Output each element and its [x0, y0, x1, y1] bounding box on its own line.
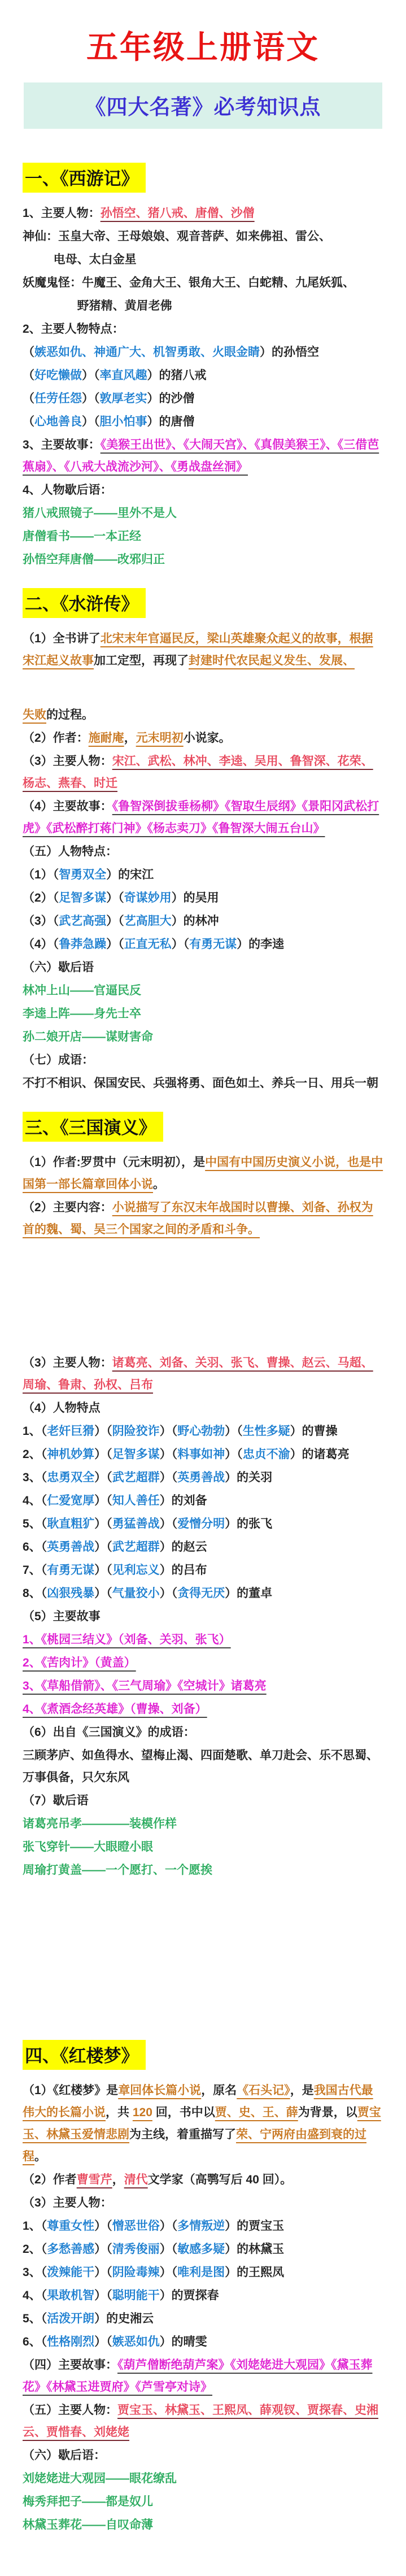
text-segment: 三顾茅庐、如鱼得水、望梅止渴、四面楚歌、单刀赴会、乐不思蜀、万事俱备，只欠东风 [23, 1749, 378, 1784]
text-segment: 5、（ [23, 1517, 47, 1530]
text-segment: 3、（ [23, 1471, 47, 1484]
text-segment: （2）作者 [23, 2173, 77, 2186]
text-segment: 7、（ [23, 1564, 47, 1577]
text-line [23, 2214, 383, 2238]
text-line [23, 1196, 383, 1241]
text-segment: （五）人物特点： [23, 845, 117, 858]
section-shuihuzhuan [23, 571, 383, 1095]
text-segment: 文学家（高鹗写后 40 回）。 [147, 2173, 293, 2186]
text-line [23, 1512, 383, 1535]
text-segment: ）（ [106, 938, 124, 951]
text-line [23, 1859, 383, 1882]
text-segment: 3、主要故事： [23, 438, 101, 451]
text-line [23, 317, 383, 341]
text-line [23, 2399, 383, 2444]
text-segment: （1）全书讲了 [23, 632, 101, 645]
text-line [23, 840, 383, 863]
text-segment: 《美猴王出世》、《大闹天宫》、《真假美猴王》、《三借芭蕉扇》、《八戒大战流沙河》、《勇战盘丝洞》 [23, 438, 379, 473]
text-segment: （ [23, 392, 34, 405]
text-segment: 耿直粗犷 [47, 1517, 95, 1530]
text-segment: 英勇善战 [47, 1541, 95, 1554]
text-segment: 《鲁智深倒拔垂杨柳》《智取生辰纲》《景阳冈武松打虎》《武松醉打蒋门神》《杨志卖刀》《鲁智深大闹五台山》 [23, 800, 379, 835]
text-segment: 《石头记》 [237, 2084, 290, 2097]
text-segment: 贪得无厌 [177, 1587, 225, 1600]
text-segment: （1）《红楼梦》是 [23, 2084, 119, 2097]
text-line [23, 1048, 383, 1072]
section-header: 四、《红楼梦》 [23, 2040, 146, 2070]
text-segment: 聪明能干 [112, 2289, 160, 2302]
section-sanguoyanyi [23, 1095, 383, 2023]
text-segment: （ [23, 369, 34, 382]
text-segment: 嫉恶如仇 [112, 2335, 160, 2348]
spacer [23, 1882, 383, 2023]
text-line [23, 627, 383, 672]
text-line [23, 1535, 383, 1559]
text-segment: 性格刚烈 [47, 2335, 95, 2348]
text-segment: 6、（ [23, 1541, 47, 1554]
text-line [23, 1698, 383, 1721]
text-segment: 任劳任怨 [34, 392, 82, 405]
text-segment: 3、《草船借箭》、《三气周瑜》《空城计》诸葛亮 [23, 1679, 267, 1692]
text-segment: ）（ [106, 915, 124, 928]
text-segment: ）（ [94, 1425, 112, 1438]
text-line [23, 1651, 383, 1674]
text-segment: ）（ [94, 1587, 112, 1600]
text-line [23, 933, 383, 956]
text-segment: 1、《桃园三结义》（刘备、关羽、张飞） [23, 1633, 231, 1646]
text-segment: 贾、史、王、薛 [215, 2106, 298, 2119]
text-segment: ）的宋江 [106, 868, 154, 881]
text-segment: 施耐庵 [88, 732, 124, 745]
section-header: 三、《三国演义》 [23, 1112, 163, 1142]
text-segment: ，是 [290, 2084, 314, 2097]
section-header: 二、《水浒传》 [23, 588, 146, 618]
text-segment: 失败 [23, 708, 46, 721]
text-line [23, 1605, 383, 1628]
text-segment: 勇猛善战 [112, 1517, 160, 1530]
text-segment: 4、《煮酒念经英雄》（曹操、刘备） [23, 1703, 207, 1716]
text-segment: 北宋末年官逼民反，梁山英雄聚众起义的故事，根据宋江起义故事 [23, 632, 373, 667]
text-line [23, 433, 383, 478]
text-line [23, 1789, 383, 1812]
text-segment: 元末明初 [136, 732, 184, 745]
text-segment: 生性多疑 [242, 1425, 290, 1438]
text-segment: 老奸巨猾 [47, 1425, 95, 1438]
text-segment: 电母、太白金星 [53, 253, 137, 266]
text-line [23, 956, 383, 979]
text-line [23, 548, 383, 571]
text-segment: （六）歇后语： [23, 2449, 106, 2462]
text-segment: 。 [153, 1178, 165, 1191]
text-segment: 4、（ [23, 1494, 47, 1507]
text-segment: （五）主要人物： [23, 2404, 117, 2417]
text-segment: （4）主要故事： [23, 800, 112, 813]
text-segment: 孙二娘开店——谋财害命 [23, 1030, 153, 1043]
text-segment: ）（ [225, 1448, 243, 1461]
text-line [23, 2079, 383, 2168]
text-segment: （5）主要故事 [23, 1610, 101, 1623]
text-line [23, 2284, 383, 2307]
text-line [23, 1721, 383, 1744]
text-segment: （3）主要人物： [23, 1356, 112, 1369]
text-segment: ）的林冲 [171, 915, 219, 928]
text-line [23, 1744, 383, 1789]
text-segment: 孙悟空拜唐僧——改邪归正 [23, 553, 165, 566]
text-line [23, 2467, 383, 2490]
text-segment: （3）（ [23, 915, 59, 928]
text-segment: （六）歇后语 [23, 961, 94, 974]
text-line [23, 2444, 383, 2467]
text-segment: 2、（ [23, 1448, 47, 1461]
text-line [23, 341, 383, 364]
text-segment: ）的唐僧 [147, 415, 195, 428]
text-segment: ）（ [159, 1471, 178, 1484]
text-line [23, 1559, 383, 1582]
text-segment: ）的董卓 [225, 1587, 273, 1600]
text-segment: （2）作者： [23, 732, 89, 745]
text-line [23, 979, 383, 1002]
text-segment: ）的林黛玉 [225, 2243, 285, 2256]
text-segment: （四）主要故事： [23, 2359, 117, 2372]
text-line [23, 1002, 383, 1025]
text-segment: 诸葛亮吊孝————装模作样 [23, 1817, 177, 1830]
text-segment: ）（ [94, 1471, 112, 1484]
text-segment: 8、（ [23, 1587, 47, 1600]
text-segment: 有勇无谋 [47, 1564, 95, 1577]
text-segment: 不打不相识、保国安民、兵强将勇、面色如土、养兵一日、用兵一朝 [23, 1077, 378, 1090]
text-segment: ）的王熙凤 [225, 2266, 285, 2279]
text-segment: ）的猪八戒 [147, 369, 207, 382]
text-segment: 周瑜打黄盖——一个愿打、一个愿挨 [23, 1864, 212, 1877]
text-segment: 嫉恶如仇、神通广大、机智勇敢、火眼金睛 [34, 346, 260, 359]
text-segment: 清秀俊丽 [112, 2243, 160, 2256]
text-segment: 胆小怕事 [99, 415, 147, 428]
text-segment: 神仙：玉皇大帝、王母娘娘、观音菩萨、如来佛祖、雷公、 [23, 230, 331, 243]
text-segment: 泼辣能干 [47, 2266, 95, 2279]
text-segment: ）（ [94, 2243, 112, 2256]
text-segment: ）（ [225, 1425, 243, 1438]
text-segment: 有勇无谋 [189, 938, 237, 951]
text-segment: 忠贞不渝 [242, 1448, 290, 1461]
text-line [23, 2330, 383, 2353]
text-segment: 120 [132, 2106, 152, 2119]
text-segment: ， [124, 732, 136, 745]
text-segment: ）（ [159, 1587, 178, 1600]
text-segment: 2、（ [23, 2243, 47, 2256]
text-segment: 回，书中以 [152, 2106, 215, 2119]
text-segment: （4）（ [23, 938, 59, 951]
text-line [23, 910, 383, 933]
text-segment: 贾宝玉、林黛玉、王熙凤、薛观钗、贾探春、史湘云、贾惜春、刘姥姥 [23, 2404, 378, 2439]
text-segment: 武艺高强 [59, 915, 107, 928]
text-segment: ）（ [94, 1494, 112, 1507]
text-segment: 小说家。 [183, 732, 231, 745]
section-header: 一、《西游记》 [23, 163, 146, 193]
text-segment: 我国古代最伟大的长篇小说 [23, 2084, 373, 2119]
text-segment: ）（ [94, 1517, 112, 1530]
text-segment: 3、（ [23, 2266, 47, 2279]
text-segment: 6、（ [23, 2335, 47, 2348]
text-segment: 中国有中国历史演义小说，也是中国第一部长篇章回体小说 [23, 1156, 383, 1191]
text-line [23, 1582, 383, 1605]
text-segment: （1）作者:罗贯中（元末明初），是 [23, 1156, 206, 1169]
text-segment: （ [23, 415, 34, 428]
text-line [23, 1351, 383, 1396]
text-segment: 智勇双全 [59, 868, 107, 881]
text-segment: ）（ [94, 1541, 112, 1554]
text-segment: 气量狡小 [112, 1587, 160, 1600]
text-segment: （6）出自《三国演义》的成语： [23, 1726, 195, 1739]
text-segment: ）（ [94, 2289, 112, 2302]
text-segment: 憎恶世俗 [112, 2220, 160, 2233]
text-line [23, 294, 383, 317]
text-segment: ）的赵云 [159, 1541, 207, 1554]
text-segment: 忠勇双全 [47, 1471, 95, 1484]
text-segment: 5、（ [23, 2312, 47, 2325]
text-line [23, 1674, 383, 1698]
text-segment: 唐僧看书——一本正经 [23, 530, 141, 543]
text-segment: 尊重女性 [47, 2220, 95, 2233]
text-line [23, 1489, 383, 1512]
text-segment: ）的晴雯 [159, 2335, 207, 2348]
text-line [23, 726, 383, 750]
text-segment: ）（ [159, 1425, 178, 1438]
text-segment: ）（ [159, 1517, 178, 1530]
text-line [23, 525, 383, 548]
text-segment: ， [112, 2173, 124, 2186]
text-segment: 加工定型，再现了 [94, 654, 189, 667]
text-segment: 活泼开朗 [47, 2312, 95, 2325]
text-segment: ）（ [82, 369, 100, 382]
text-segment: （2）主要内容： [23, 1201, 112, 1214]
text-line [23, 1072, 383, 1095]
text-line [23, 1466, 383, 1489]
text-segment: 封建时代农民起义发生、发展、 [189, 654, 355, 667]
text-segment: ）（ [94, 2220, 112, 2233]
text-segment: 鲁莽急躁 [59, 938, 107, 951]
text-segment: 李逵上阵——身先士卒 [23, 1007, 141, 1020]
text-segment: （1）（ [23, 868, 59, 881]
text-line [23, 886, 383, 910]
text-line [23, 2353, 383, 2399]
text-segment: ）的李逵 [237, 938, 285, 951]
text-segment: 唯利是图 [177, 2266, 225, 2279]
page-subtitle: 《四大名著》必考知识点 [85, 95, 321, 119]
text-line [23, 703, 383, 726]
text-line [23, 2261, 383, 2284]
text-segment: 林黛玉葬花——自叹命薄 [23, 2518, 153, 2531]
text-segment: ）（ [94, 1564, 112, 1577]
text-segment: 章回体长篇小说 [118, 2084, 202, 2097]
text-segment: ）的吴用 [171, 891, 219, 904]
text-line [23, 863, 383, 886]
text-segment: 奇谋妙用 [124, 891, 172, 904]
text-segment: （ [23, 346, 34, 359]
text-segment: ）（ [94, 2266, 112, 2279]
text-segment: 多情叛逆 [177, 2220, 225, 2233]
subtitle-band [24, 82, 382, 129]
text-line [23, 1835, 383, 1859]
page-title: 五年级上册语文 [86, 29, 320, 65]
text-segment: ）的刘备 [159, 1494, 207, 1507]
text-segment: 林冲上山——官逼民反 [23, 984, 141, 997]
text-segment: （3）主要人物： [23, 2196, 112, 2209]
text-segment: ）的史湘云 [94, 2312, 154, 2325]
text-segment: 刘姥姥进大观园——眼花缭乱 [23, 2472, 177, 2485]
text-segment: 孙悟空、猪八戒、唐僧、沙僧 [100, 207, 255, 220]
text-segment: ）（ [94, 1448, 112, 1461]
text-segment: ）的沙僧 [147, 392, 195, 405]
text-segment: 1、（ [23, 2220, 47, 2233]
text-segment: ）的诸葛亮 [290, 1448, 350, 1461]
text-segment: 小说描写了东汉末年战国时以曹操、刘备、孙权为首的魏、蜀、吴三个国家之间的矛盾和斗争。 [23, 1201, 373, 1236]
text-segment: 见利忘义 [112, 1564, 160, 1577]
text-segment: 荣、宁两府由盛到衰的过程 [23, 2128, 366, 2163]
text-line [23, 478, 383, 502]
text-segment: 好吃懒做 [34, 369, 82, 382]
text-segment: ）（ [159, 2220, 178, 2233]
text-segment: 《葫芦僧断绝葫芦案》《刘姥姥进大观园》《黛玉葬花》《林黛玉进贾府》《芦雪亭对诗》 [23, 2359, 373, 2394]
text-segment: ）（ [82, 392, 100, 405]
text-segment: 知人善任 [112, 1494, 160, 1507]
text-segment: 1、主要人物： [23, 207, 101, 220]
text-line [23, 2238, 383, 2261]
text-line [23, 2191, 383, 2214]
text-segment: ）的贾宝玉 [225, 2220, 285, 2233]
text-line [23, 410, 383, 433]
text-line [23, 1812, 383, 1835]
text-segment: ）的孙悟空 [260, 346, 319, 359]
text-segment: ）（ [106, 891, 124, 904]
text-line [23, 364, 383, 387]
text-segment: （3）主要人物： [23, 755, 112, 768]
text-segment: 清代 [124, 2173, 148, 2186]
text-segment: 多愁善感 [47, 2243, 95, 2256]
text-segment: 野猪精、黄眉老佛 [77, 299, 172, 312]
text-segment: 足智多谋 [59, 891, 107, 904]
text-segment: 果敢机智 [47, 2289, 95, 2302]
text-segment: 野心勃勃 [177, 1425, 225, 1438]
text-segment: 2、主要人物特点： [23, 323, 124, 336]
text-segment: 艺高胆大 [124, 915, 172, 928]
text-segment: 的过程。 [46, 708, 94, 721]
text-line [23, 1025, 383, 1048]
text-segment: 武艺超群 [112, 1541, 160, 1554]
text-segment: 梅秀拜把子——都是奴儿 [23, 2495, 153, 2508]
text-segment: 。 [34, 2150, 46, 2163]
text-segment: ）（ [159, 1448, 178, 1461]
text-segment: 曹雪芹 [76, 2173, 112, 2186]
text-segment: 足智多谋 [112, 1448, 160, 1461]
spacer [23, 672, 383, 703]
text-line [23, 1396, 383, 1420]
text-line [23, 750, 383, 795]
text-segment: 为主线，着重描写了 [129, 2128, 236, 2141]
text-segment: 1、（ [23, 1425, 47, 1438]
text-segment: 4、（ [23, 2289, 47, 2302]
text-segment: 张飞穿针——大眼瞪小眼 [23, 1840, 153, 1853]
text-segment: 敦厚老实 [99, 392, 147, 405]
text-segment: 猪八戒照镜子——里外不是人 [23, 507, 177, 520]
text-line [23, 202, 383, 225]
text-segment: ）（ [159, 2266, 178, 2279]
text-segment: 料事如神 [177, 1448, 225, 1461]
document-body [23, 146, 383, 2536]
text-line [23, 795, 383, 840]
text-segment: （7）歇后语 [23, 1794, 89, 1807]
text-segment: 妖魔鬼怪：牛魔王、金角大王、银角大王、白蛇精、九尾妖狐、 [23, 276, 355, 289]
text-segment: ）的关羽 [225, 1471, 273, 1484]
text-segment: 宋江、武松、林冲、李逵、吴用、鲁智深、花荣、杨志、燕春、时迁 [23, 755, 373, 790]
text-line [23, 2513, 383, 2536]
text-segment: ）的张飞 [225, 1517, 273, 1530]
text-segment: ，共 [106, 2106, 133, 2119]
text-segment: 心地善良 [34, 415, 82, 428]
text-line [23, 2490, 383, 2513]
text-segment: （2）（ [23, 891, 59, 904]
text-segment: 2、《苦肉计》（黄盖） [23, 1656, 136, 1669]
text-line [23, 1628, 383, 1651]
text-line [23, 1420, 383, 1443]
text-segment: 武艺超群 [112, 1471, 160, 1484]
text-line [23, 1151, 383, 1196]
text-segment: ）（ [159, 2243, 178, 2256]
text-line [23, 248, 383, 271]
text-segment: （七）成语： [23, 1054, 94, 1067]
text-segment: 4、人物歇后语： [23, 484, 112, 497]
text-segment: 阴险毒辣 [112, 2266, 160, 2279]
text-segment: 仁爱宽厚 [47, 1494, 95, 1507]
text-segment: 英勇善战 [177, 1471, 225, 1484]
text-segment: 诸葛亮、刘备、关羽、张飞、曹操、赵云、马超、周瑜、鲁肃、孙权、吕布 [23, 1356, 373, 1391]
text-line [23, 225, 383, 248]
text-segment: 神机妙算 [47, 1448, 95, 1461]
text-segment: ）（ [82, 415, 100, 428]
text-segment: ）的曹操 [290, 1425, 338, 1438]
text-line [23, 271, 383, 294]
text-segment: 阴险狡诈 [112, 1425, 160, 1438]
text-segment: 贾宝玉、林黛玉爱情悲剧 [23, 2106, 381, 2141]
text-segment: （4）人物特点 [23, 1402, 101, 1415]
text-line [23, 2307, 383, 2330]
text-segment: 敏感多疑 [177, 2243, 225, 2256]
text-segment: ）（ [94, 2335, 112, 2348]
text-segment: 爱憎分明 [177, 1517, 225, 1530]
spacer [23, 1241, 383, 1351]
text-segment: 正直无私 [124, 938, 172, 951]
text-segment: ）的吕布 [159, 1564, 207, 1577]
text-segment: 凶狠残暴 [47, 1587, 95, 1600]
text-line [23, 502, 383, 525]
text-line [23, 2168, 383, 2191]
text-segment: ）的贾探春 [159, 2289, 219, 2302]
section-hongloumeng [23, 2023, 383, 2536]
text-segment: 为背景，以 [298, 2106, 357, 2119]
text-segment: ，原名 [201, 2084, 237, 2097]
text-line [23, 387, 383, 410]
text-segment: 率直风趣 [99, 369, 147, 382]
section-xiyouji [23, 146, 383, 571]
text-segment: ）（ [171, 938, 190, 951]
text-line [23, 1443, 383, 1466]
